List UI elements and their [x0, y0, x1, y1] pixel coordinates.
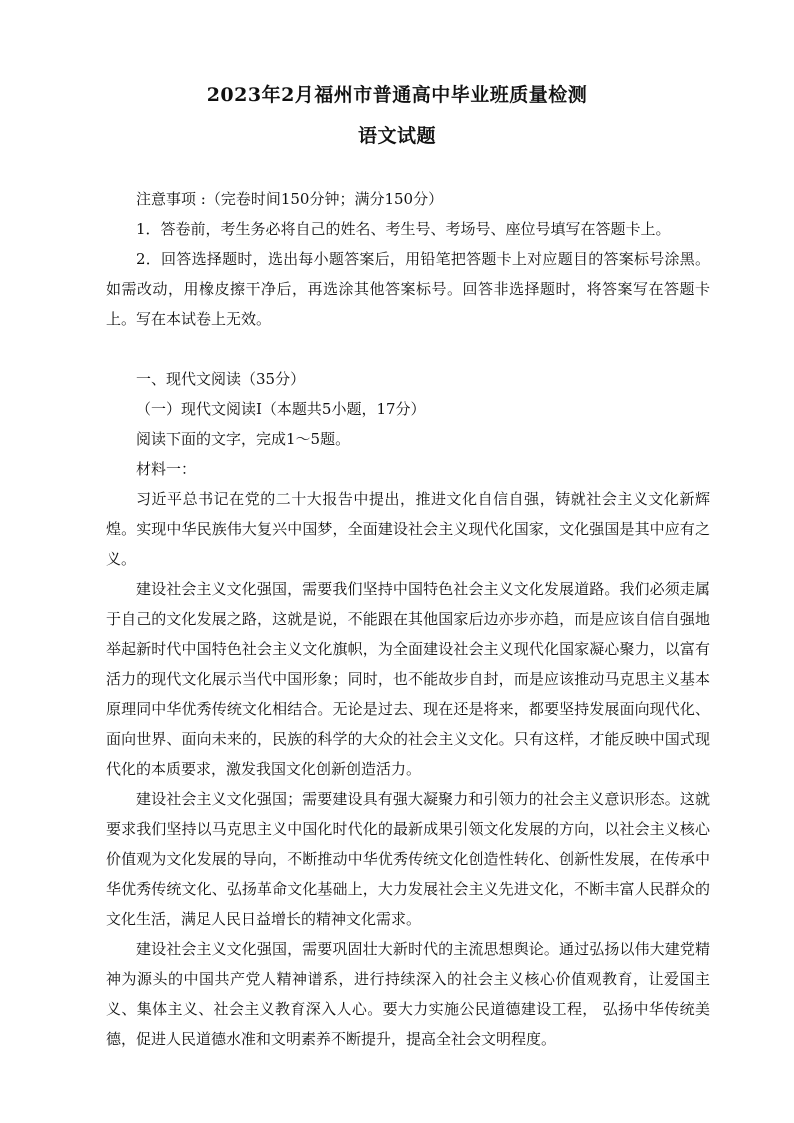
section-heading: 一、现代文阅读（35分） — [136, 370, 306, 388]
notice-intro: 注意事项 :（完卷时间150分钟；满分150分） — [136, 190, 444, 208]
exam-subtitle: 语文试题 — [357, 125, 436, 147]
spacer — [106, 334, 710, 364]
section-subheading: （一）现代文阅读Ⅰ（本题共5小题，17分） — [136, 400, 426, 418]
material-paragraph: 建设社会主义文化强国，需要我们坚持中国特色社会主义文化发展道路。我们必须走属于自己的文化发展之路，这就是说，不能跟在其他国家后边亦步亦趋，而是应该自信自强地举起新时代中国特色社会主义文化旗帜，为全面建设社会主义现代化国家凝心聚力，以富有活力的现代文化展示当代中国形象；同时，也不能故步自封，而是应该推动马克思主义基本原理同中华优秀传统文化相结合。无论是过去、现在还是将来，都要坚持发展面向现代化、面向世界、面向未来的，民族的科学的大众的社会主义文化。只有这样，才能反映中国式现代化的本质要求，激发我国文化创新创造活力。 — [106, 580, 710, 778]
exam-body — [106, 184, 710, 1054]
reading-instruction: 阅读下面的文字，完成1～5题。 — [136, 430, 351, 448]
material-paragraph: 建设社会主义文化强国；需要建设具有强大凝聚力和引领力的社会主义意识形态。这就要求我们坚持以马克思主义中国化时代化的最新成果引领文化发展的方向，以社会主义核心价值观为文化发展的导向，不断推动中华优秀传统文化创造性转化、创新性发展，在传承中华优秀传统文化、弘扬革命文化基础上，大力发展社会主义先进文化，不断丰富人民群众的文化生活，满足人民日益增长的精神文化需求。 — [106, 790, 710, 928]
notice-item-2: 2．回答选择题时，选出每小题答案后，用铅笔把答题卡上对应题目的答案标号涂黑。如需改动，用橡皮擦干净后，再选涂其他答案标号。回答非选择题时，将答案写在答题卡上。写在本试卷上无效。 — [106, 250, 710, 328]
exam-title: 2023年2月福州市普通高中毕业班质量检测 — [206, 84, 588, 106]
notice-item-1: 1．答卷前，考生务必将自己的姓名、考生号、考场号、座位号填写在答题卡上。 — [136, 220, 671, 238]
material-paragraph: 习近平总书记在党的二十大报告中提出，推进文化自信自强，铸就社会主义文化新辉煌。实现中华民族伟大复兴中国梦，全面建设社会主义现代化国家，文化强国是其中应有之义。 — [106, 490, 710, 568]
material-label: 材料一： — [136, 460, 197, 478]
material-paragraph: 建设社会主义文化强国，需要巩固壮大新时代的主流思想舆论。通过弘扬以伟大建党精神为源头的中国共产党人精神谱系，进行持续深入的社会主义核心价值观教育，让爱国主义、集体主义、社会主义教育深入人心。要大力实施公民道德建设工程， 弘扬中华传统美德，促进人民道德水准和文明素养不断提升，提高全社会文明程度。 — [106, 940, 710, 1048]
